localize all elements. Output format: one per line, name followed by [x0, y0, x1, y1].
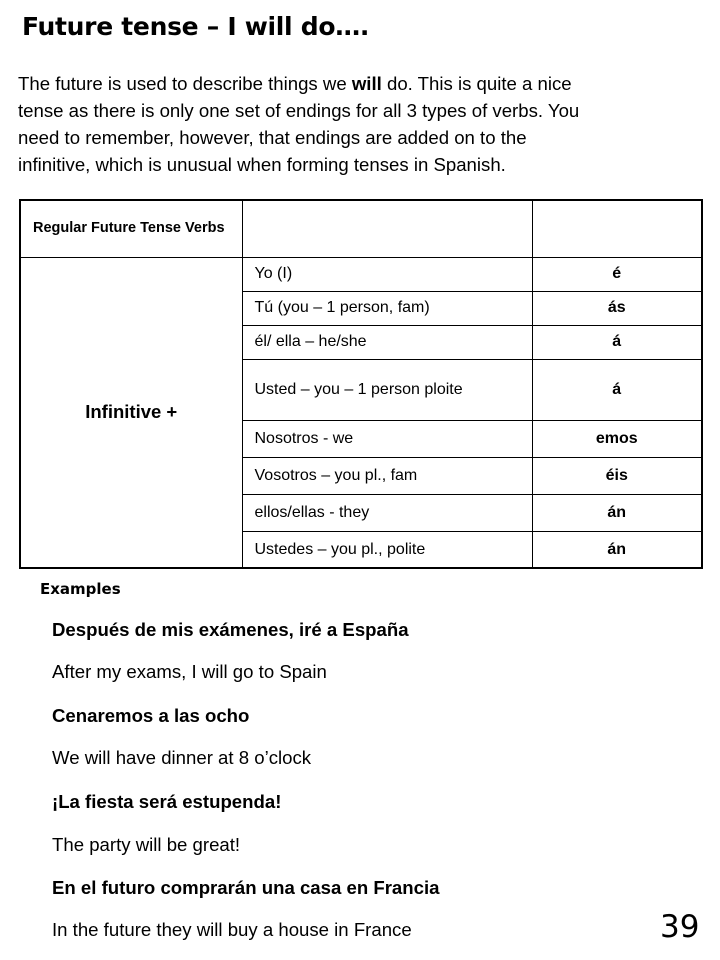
example-spanish: ¡La fiesta será estupenda!: [52, 791, 282, 812]
table-header-blank: [532, 200, 702, 257]
pronoun-cell: Yo (I): [242, 257, 532, 291]
table-header: Regular Future Tense Verbs: [20, 200, 242, 257]
intro-line-4: infinitive, which is unusual when forming tenses in Spanish.: [18, 154, 506, 175]
intro-line-1: The future is used to describe things we will do. This is quite a nice: [18, 73, 572, 94]
example-spanish: Cenaremos a las ocho: [52, 705, 250, 726]
pronoun-cell: él/ ella – he/she: [242, 325, 532, 359]
example-english: In the future they will buy a house in France: [52, 919, 412, 940]
intro-paragraph: [18, 70, 718, 178]
examples-heading: Examples: [40, 580, 121, 598]
example-spanish: Después de mis exámenes, iré a España: [52, 619, 409, 640]
table-header-blank: [242, 200, 532, 257]
ending-cell: é: [532, 257, 702, 291]
ending-cell: éis: [532, 458, 702, 495]
table-header-row: [20, 200, 702, 257]
example-english: The party will be great!: [52, 834, 241, 855]
pronoun-cell: Ustedes – you pl., polite: [242, 532, 532, 568]
infinitive-label: Infinitive +: [20, 257, 242, 568]
example-english: After my exams, I will go to Spain: [52, 661, 327, 682]
future-tense-table: [19, 199, 703, 569]
pronoun-cell: Nosotros - we: [242, 421, 532, 458]
intro-line-2: tense as there is only one set of endings for all 3 types of verbs. You: [18, 100, 580, 121]
table-row: [20, 257, 702, 291]
example-english: We will have dinner at 8 o’clock: [52, 747, 312, 768]
example-spanish: En el futuro comprarán una casa en Francia: [52, 877, 440, 898]
pronoun-cell: Vosotros – you pl., fam: [242, 458, 532, 495]
pronoun-cell: ellos/ellas - they: [242, 495, 532, 532]
ending-cell: emos: [532, 421, 702, 458]
page-title: Future tense – I will do….: [22, 12, 370, 41]
page-number: 39: [660, 909, 700, 945]
ending-cell: ás: [532, 291, 702, 325]
ending-cell: á: [532, 325, 702, 359]
pronoun-cell: Tú (you – 1 person, fam): [242, 291, 532, 325]
ending-cell: án: [532, 532, 702, 568]
intro-emphasis: will: [351, 73, 382, 94]
intro-line-3: need to remember, however, that endings are added on to the: [18, 127, 527, 148]
ending-cell: án: [532, 495, 702, 532]
ending-cell: á: [532, 359, 702, 420]
pronoun-cell: Usted – you – 1 person ploite: [242, 359, 532, 420]
